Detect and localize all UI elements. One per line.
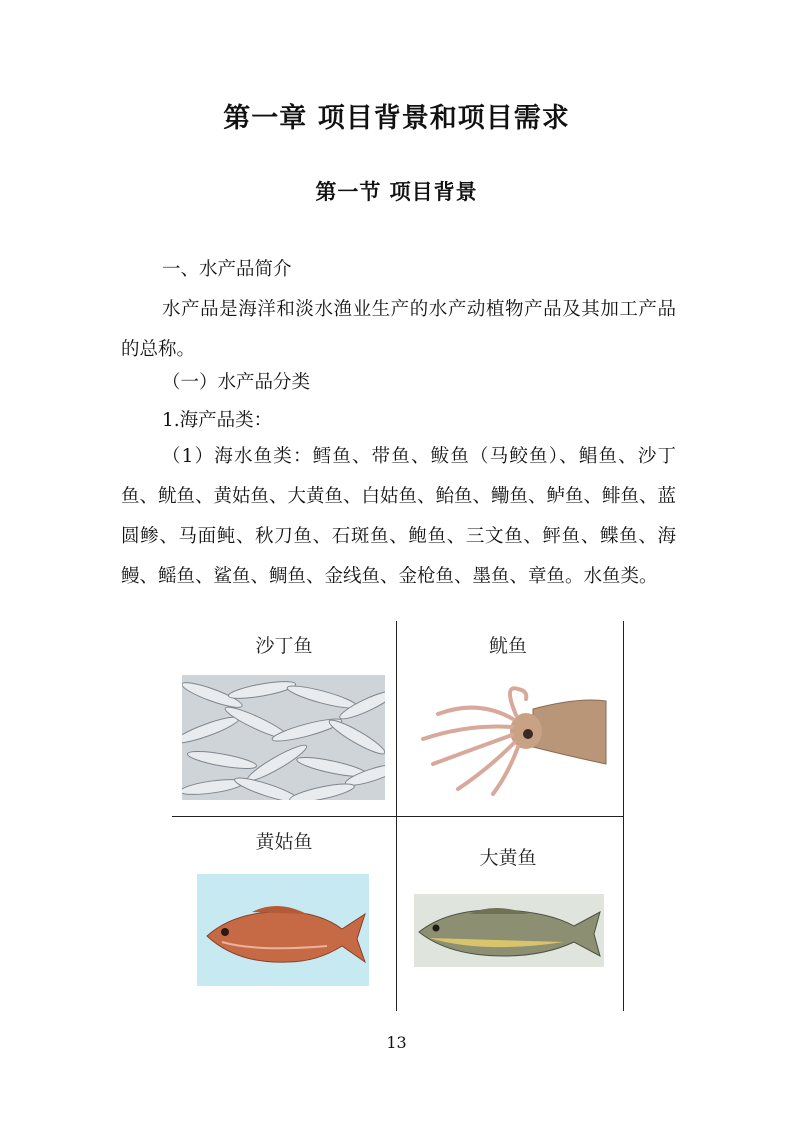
table-divider — [172, 816, 624, 817]
paragraph-saltwater-fish: （1）海水鱼类：鳕鱼、带鱼、鲅鱼（马鲛鱼）、鲳鱼、沙丁鱼、鱿鱼、黄姑鱼、大黄鱼、白姑鱼、鲐鱼、鳓鱼、鲈鱼、鲱鱼、蓝圆鲹、马面鲀、秋刀鱼、石斑鱼、鲍鱼、三文鱼、鲆鱼、鲽鱼、海鳗、鳐鱼、鲨鱼、鲷鱼、金线鱼、金枪鱼、墨鱼、章鱼。水鱼类。 — [121, 446, 677, 587]
chapter-title: 第一章 项目背景和项目需求 — [223, 103, 570, 134]
large-yellow-croaker-image — [414, 894, 604, 967]
section-title: 第一节 项目背景 — [315, 180, 478, 204]
paragraph-heading-seafood: 1.海产品类： — [162, 410, 273, 431]
page-number: 13 — [386, 1033, 407, 1052]
paragraph-heading-intro: 一、水产品简介 — [162, 259, 292, 280]
fish-label-large-yellow-croaker: 大黄鱼 — [479, 847, 537, 869]
yellow-drum-image — [197, 874, 369, 986]
fish-label-sardine: 沙丁鱼 — [255, 635, 313, 657]
paragraph-heading-classification: （一）水产品分类 — [162, 372, 311, 393]
fish-label-squid: 鱿鱼 — [488, 635, 527, 657]
squid-image — [408, 679, 608, 799]
fish-image-table — [172, 621, 624, 1011]
fish-label-yellow-drum: 黄姑鱼 — [255, 831, 313, 853]
paragraph-definition: 水产品是海洋和淡水渔业生产的水产动植物产品及其加工产品的总称。 — [121, 299, 676, 360]
sardine-image — [182, 675, 385, 800]
